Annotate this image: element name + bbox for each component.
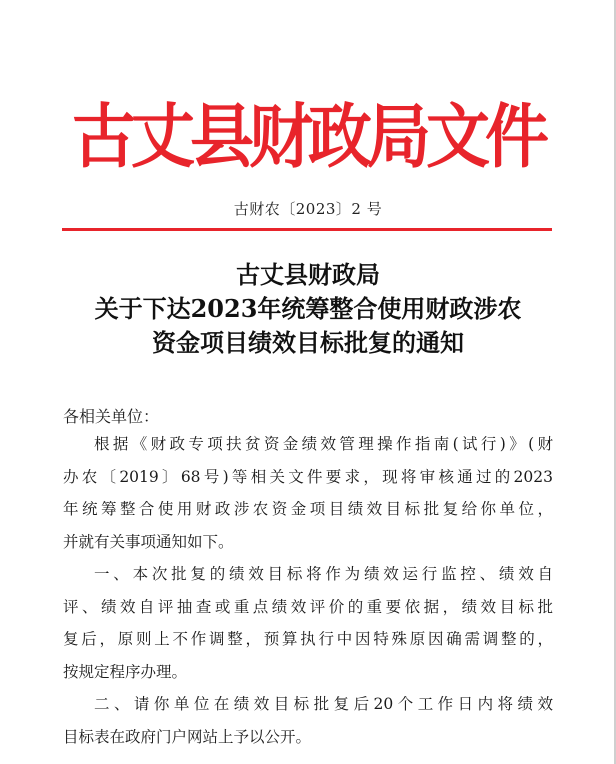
body-paragraph-3-line-1: 二、请你单位在绩效目标批复后20个工作日内将绩效 — [94, 695, 553, 713]
body-paragraph-2-line-4: 按规定程序办理。 — [63, 662, 188, 681]
body-paragraph-3-line-2: 目标表在政府门户网站上予以公开。 — [63, 727, 312, 746]
salutation: 各相关单位： — [63, 407, 160, 426]
notice-title — [0, 258, 616, 360]
body-paragraph-1-line-2: 办农〔2019〕68号)等相关文件要求，现将审核通过的2023 — [63, 467, 553, 486]
notice-body — [63, 428, 553, 753]
document-number: 古财农〔2023〕2 号 — [233, 200, 383, 218]
document-header-title: 古丈县财政局文件 — [72, 96, 544, 178]
body-paragraph-2-line-1: 一、本次批复的绩效目标将作为绩效运行监控、绩效自 — [94, 565, 553, 583]
notice-title-line-1: 古丈县财政局 — [236, 260, 380, 289]
red-divider-line — [62, 228, 552, 231]
body-paragraph-1-line-4: 并就有关事项通知如下。 — [63, 532, 234, 551]
body-paragraph-1-line-3: 年统筹整合使用财政涉农资金项目绩效目标批复给你单位， — [63, 500, 553, 518]
notice-title-line-2: 关于下达2023年统筹整合使用财政涉农 — [94, 294, 522, 323]
notice-title-line-3: 资金项目绩效目标批复的通知 — [152, 328, 464, 357]
body-paragraph-2-line-2: 评、绩效自评抽查或重点绩效评价的重要依据，绩效目标批 — [63, 597, 553, 616]
body-paragraph-1-line-1: 根据《财政专项扶贫资金绩效管理操作指南(试行)》(财 — [94, 435, 553, 453]
body-paragraph-2-line-3: 复后，原则上不作调整，预算执行中因特殊原因确需调整的， — [63, 630, 553, 648]
